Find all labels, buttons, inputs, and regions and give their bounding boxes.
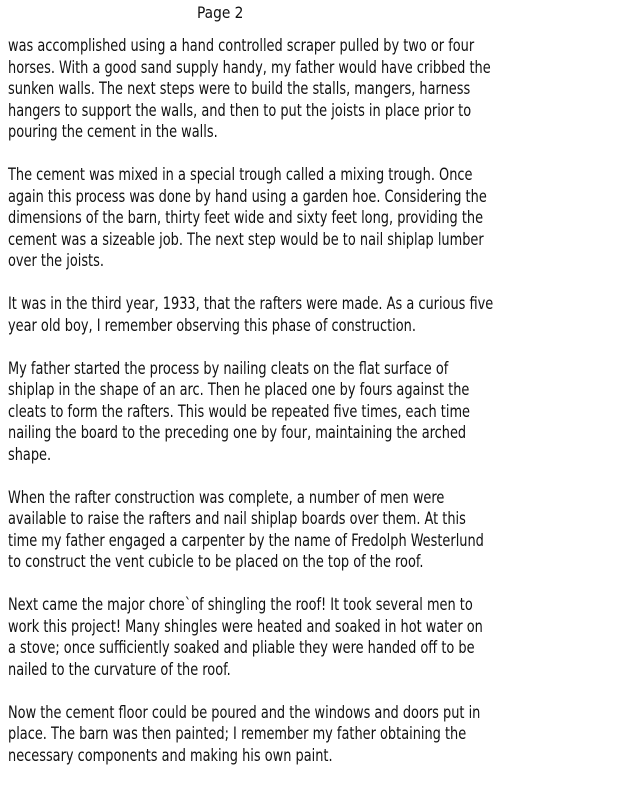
- text-line: pouring the cement in the walls.: [8, 122, 218, 142]
- text-line: Next came the major chore`of shingling the roof! It took several men to: [8, 595, 473, 615]
- text-line: nailing the board to the preceding one by four, maintaining the arched: [8, 423, 467, 443]
- text-line: over the joists.: [8, 251, 104, 271]
- text-line: horses. With a good sand supply handy, my father would have cribbed the: [8, 57, 491, 78]
- paragraph-excavation: [8, 36, 616, 144]
- document-body: [8, 36, 616, 789]
- text-line: My father started the process by nailing cleats on the flat surface of: [8, 358, 449, 379]
- text-line: Now the cement floor could be poured and the windows and doors put in: [8, 702, 481, 723]
- paragraph-cement-mixing: [8, 165, 616, 273]
- text-line: a stove; once sufficiently soaked and pliable they were handed off to be: [8, 638, 475, 658]
- text-line: was accomplished using a hand controlled scraper pulled by two or four: [8, 36, 475, 56]
- text-line: The cement was mixed in a special trough called a mixing trough. Once: [8, 165, 473, 185]
- text-line: cement was a sizeable job. The next step would be to nail shiplap lumber: [8, 229, 484, 250]
- text-line: sunken walls. The next steps were to build the stalls, mangers, harness: [8, 79, 471, 99]
- text-line: necessary components and making his own paint.: [8, 745, 333, 766]
- text-line: to construct the vent cubicle to be placed on the top of the roof.: [8, 552, 424, 572]
- text-line: nailed to the curvature of the roof.: [8, 659, 231, 680]
- text-line: It was in the third year, 1933, that the rafters were made. As a curious five: [8, 294, 494, 314]
- paragraph-raising-rafters: [8, 488, 616, 574]
- text-line: again this process was done by hand using a garden hoe. Considering the: [8, 186, 487, 207]
- paragraph-floor-and-paint: [8, 703, 616, 768]
- text-line: year old boy, I remember observing this phase of construction.: [8, 315, 416, 336]
- text-line: available to raise the rafters and nail shiplap boards over them. At this: [8, 509, 466, 529]
- text-line: dimensions of the barn, thirty feet wide and sixty feet long, providing the: [8, 208, 484, 228]
- text-line: shape.: [8, 444, 52, 465]
- text-line: work this project! Many shingles were heated and soaked in hot water on: [8, 616, 483, 637]
- text-line: place. The barn was then painted; I remember my father obtaining the: [8, 724, 467, 744]
- text-line: When the rafter construction was complete, a number of men were: [8, 487, 445, 508]
- paragraph-shingling: [8, 595, 616, 681]
- text-line: cleats to form the rafters. This would be repeated five times, each time: [8, 401, 471, 422]
- page-number-header: Page 2: [197, 3, 244, 22]
- text-line: shiplap in the shape of an arc. Then he placed one by fours against the: [8, 380, 470, 400]
- text-line: hangers to support the walls, and then to put the joists in place prior to: [8, 100, 472, 121]
- paragraph-rafter-process: [8, 359, 616, 467]
- paragraph-rafters-1933: [8, 294, 616, 337]
- text-line: time my father engaged a carpenter by the name of Fredolph Westerlund: [8, 530, 484, 551]
